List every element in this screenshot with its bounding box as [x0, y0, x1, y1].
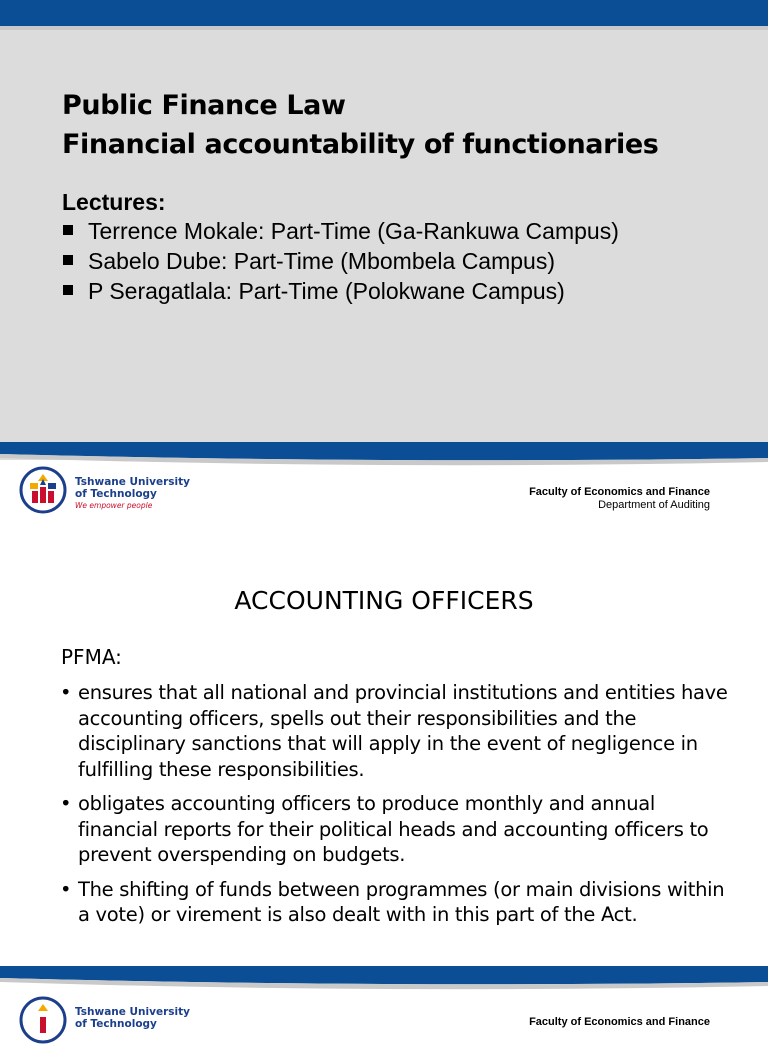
bullet-item: • ensures that all national and provincial institutions and entities have accounting officers, spells out their responsibilities and the disciplinary sanctions that will apply in the event of negligence in fulfilling these responsibilities.	[60, 680, 740, 782]
title-slide	[0, 0, 768, 460]
university-name-line-2: of Technology	[75, 488, 157, 500]
lecturers-section	[62, 188, 619, 306]
lecturer-item: Sabelo Dube: Part-Time (Mbombela Campus)	[62, 246, 619, 276]
top-bar-shadow	[0, 26, 768, 30]
bullet-item: • obligates accounting officers to produce monthly and annual financial reports for their political heads and accounting officers to prevent overspending on budgets.	[60, 791, 740, 868]
tut-logo-icon	[18, 465, 68, 515]
bullet-item: • The shifting of funds between programmes (or main divisions within a vote) or virement is also dealt with in this part of the Act.	[60, 877, 740, 928]
university-name-line-1: Tshwane University	[75, 1006, 190, 1018]
lecturer-list	[62, 216, 619, 306]
university-name	[75, 476, 190, 500]
university-tagline: We empower people	[75, 501, 153, 510]
pfma-bullet-list	[60, 680, 740, 937]
university-name-line-2: of Technology	[75, 1018, 157, 1030]
blue-swoosh-divider	[0, 436, 768, 472]
department-name: Department of Auditing	[598, 499, 710, 511]
blue-swoosh-divider-bottom	[0, 962, 768, 992]
lectures-heading: Lectures:	[62, 189, 166, 215]
lecturer-item: P Seragatlala: Part-Time (Polokwane Campus)	[62, 276, 619, 306]
tut-logo-icon	[18, 995, 68, 1045]
slide-heading: ACCOUNTING OFFICERS	[234, 586, 534, 615]
slide-title	[62, 86, 658, 164]
faculty-name-bottom: Faculty of Economics and Finance	[529, 1016, 710, 1028]
pfma-label: PFMA:	[61, 645, 122, 669]
faculty-block	[529, 486, 710, 512]
top-brand-bar	[0, 0, 768, 26]
title-line-1: Public Finance Law	[62, 90, 346, 121]
university-name-bottom	[75, 1006, 190, 1030]
university-name-line-1: Tshwane University	[75, 476, 190, 488]
faculty-name: Faculty of Economics and Finance	[529, 486, 710, 498]
lecturer-item: Terrence Mokale: Part-Time (Ga-Rankuwa Campus)	[62, 216, 619, 246]
title-line-2: Financial accountability of functionaries	[62, 129, 659, 160]
